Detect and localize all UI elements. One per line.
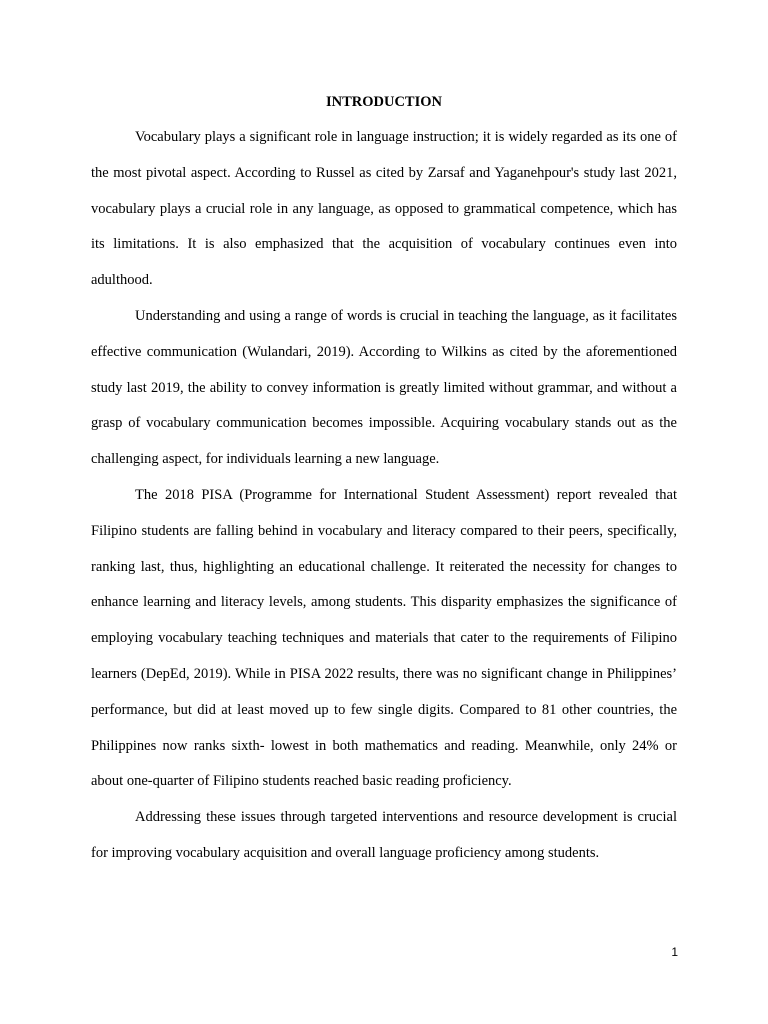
page-number: 1	[671, 945, 678, 959]
paragraph-1: Vocabulary plays a significant role in language instruction; it is widely regarded as its one of the most pivotal aspect. According to Russel as cited by Zarsaf and Yaganehpour's study last 2021, vocabulary plays a crucial role in any language, as opposed to grammatical competence, which has its limitations. It is also emphasized that the acquisition of vocabulary continues even into adulthood.	[91, 129, 677, 289]
body-text	[91, 120, 677, 872]
paragraph-2: Understanding and using a range of words is crucial in teaching the language, as it facilitates effective communication (Wulandari, 2019). According to Wilkins as cited by the aforementioned study last 2019, the ability to convey information is greatly limited without grammar, and without a grasp of vocabulary communication becomes impossible. Acquiring vocabulary stands out as the challenging aspect, for individuals learning a new language.	[91, 307, 677, 468]
page-title: INTRODUCTION	[325, 94, 442, 110]
paragraph-4: Addressing these issues through targeted interventions and resource development is crucial for improving vocabulary acquisition and overall language proficiency among students.	[91, 809, 677, 861]
paragraph-3: The 2018 PISA (Programme for International Student Assessment) report revealed that Filipino students are falling behind in vocabulary and literacy compared to their peers, specifically, ranking last, thus, highlighting an educational challenge. It reiterated the necessity for changes to enhance learning and literacy levels, among students. This disparity emphasizes the significance of employing vocabulary teaching techniques and materials that cater to the requirements of Filipino learners (DepEd, 2019). While in PISA 2022 results, there was no significant change in Philippines’ performance, but did at least moved up to few single digits. Compared to 81 other countries, the Philippines now ranks sixth- lowest in both mathematics and reading. Meanwhile, only 24% or about one-quarter of Filipino students reached basic reading proficiency.	[91, 486, 677, 790]
